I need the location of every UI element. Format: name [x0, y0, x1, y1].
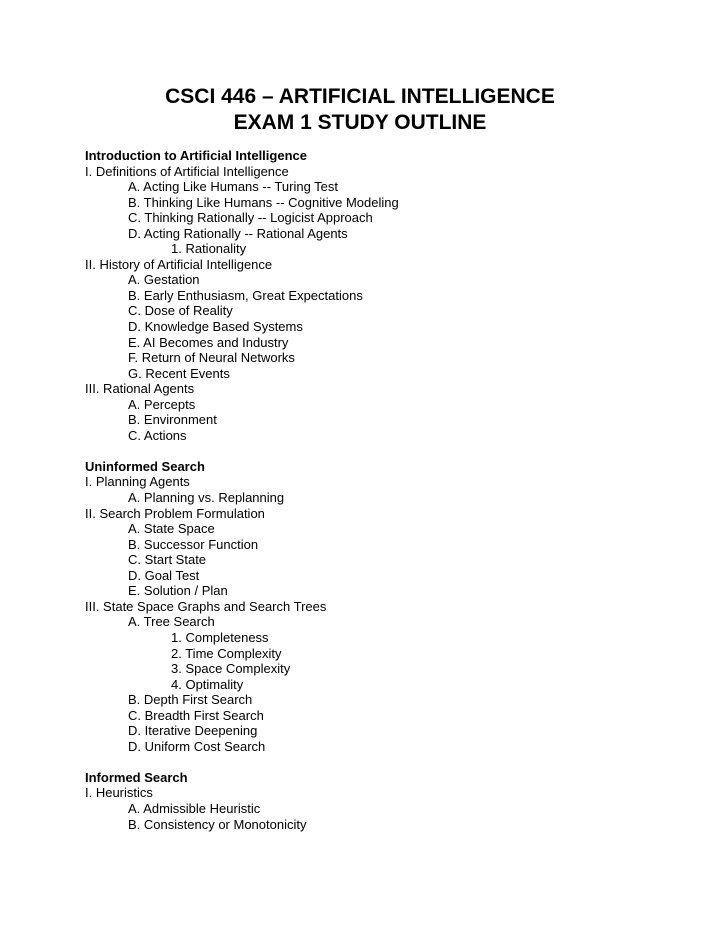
outline-topic: III. Rational Agents [85, 381, 195, 397]
document-title-line-2: EXAM 1 STUDY OUTLINE [233, 111, 487, 134]
outline-subtopic: A. Gestation [128, 272, 200, 288]
outline-subtopic: C. Start State [128, 552, 207, 568]
outline-subtopic: F. Return of Neural Networks [128, 350, 295, 366]
outline-subtopic: B. Thinking Like Humans -- Cognitive Modeling [128, 194, 399, 210]
study-outline [85, 148, 685, 832]
outline-topic: I. Heuristics [85, 785, 153, 801]
outline-subtopic: C. Actions [128, 427, 187, 443]
outline-section [85, 148, 685, 443]
outline-subtopic: B. Environment [128, 412, 217, 428]
outline-subtopic: B. Early Enthusiasm, Great Expectations [128, 287, 363, 303]
outline-subtopic: E. Solution / Plan [128, 583, 228, 599]
outline-subtopic: A. Admissible Heuristic [128, 800, 261, 816]
outline-subtopic: C. Thinking Rationally -- Logicist Approach [128, 210, 373, 226]
outline-subtopic: E. AI Becomes and Industry [128, 334, 289, 350]
outline-subtopic: B. Consistency or Monotonicity [128, 816, 307, 832]
outline-topic: I. Definitions of Artificial Intelligence [85, 163, 289, 179]
outline-detail: 1. Completeness [171, 629, 269, 645]
outline-subtopic: A. Tree Search [128, 614, 215, 630]
outline-subtopic: D. Uniform Cost Search [128, 738, 266, 754]
outline-subtopic: D. Acting Rationally -- Rational Agents [128, 225, 348, 241]
outline-subtopic: D. Knowledge Based Systems [128, 319, 303, 335]
section-heading: Uninformed Search [85, 458, 205, 474]
outline-subtopic: A. State Space [128, 521, 215, 537]
outline-topic: I. Planning Agents [85, 474, 190, 490]
section-spacer [85, 754, 685, 770]
outline-subtopic: C. Breadth First Search [128, 707, 264, 723]
outline-section [85, 770, 685, 832]
outline-section [85, 459, 685, 754]
outline-subtopic: D. Iterative Deepening [128, 723, 258, 739]
outline-subtopic: G. Recent Events [128, 365, 230, 381]
outline-detail: 3. Space Complexity [171, 661, 291, 677]
document-title-line-1: CSCI 446 – ARTIFICIAL INTELLIGENCE [165, 85, 555, 108]
outline-topic: II. History of Artificial Intelligence [85, 256, 273, 272]
outline-subtopic: A. Percepts [128, 396, 196, 412]
outline-subtopic: A. Acting Like Humans -- Turing Test [128, 179, 339, 195]
outline-topic: III. State Space Graphs and Search Trees [85, 598, 327, 614]
section-heading: Informed Search [85, 769, 188, 785]
outline-subtopic: B. Depth First Search [128, 692, 253, 708]
outline-detail: 1. Rationality [171, 241, 247, 257]
outline-subtopic: C. Dose of Reality [128, 303, 233, 319]
outline-topic: II. Search Problem Formulation [85, 505, 265, 521]
outline-detail: 4. Optimality [171, 676, 244, 692]
outline-detail: 2. Time Complexity [171, 645, 282, 661]
section-spacer [85, 443, 685, 459]
outline-subtopic: A. Planning vs. Replanning [128, 490, 285, 506]
outline-subtopic: B. Successor Function [128, 536, 259, 552]
section-heading: Introduction to Artificial Intelligence [85, 148, 307, 163]
outline-subtopic: D. Goal Test [128, 567, 200, 583]
